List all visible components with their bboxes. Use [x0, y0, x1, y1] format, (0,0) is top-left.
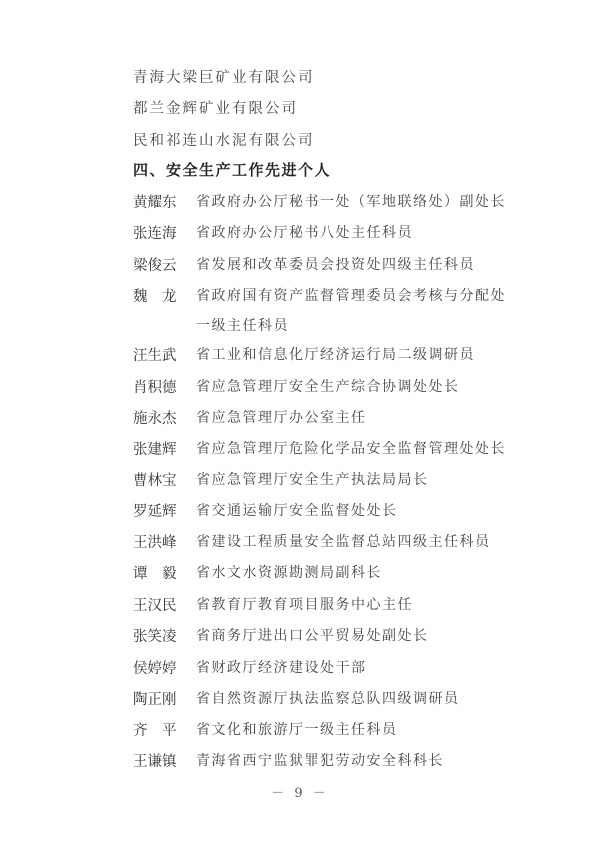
list-item: [133, 594, 553, 618]
list-item: [133, 438, 553, 462]
person-name: 张连海: [133, 226, 177, 242]
person-name: 汪生武: [133, 348, 177, 364]
person-title: 省应急管理厅安全生产执法局局长: [196, 472, 429, 488]
person-name: 侯婷婷: [133, 661, 177, 677]
company-name: 民和祁连山水泥有限公司: [133, 133, 315, 149]
person-title: 省政府办公厅秘书八处主任科员: [196, 225, 413, 241]
person-title: 省应急管理厅安全生产综合协调处处长: [196, 379, 460, 395]
person-name: 王谦镇: [133, 754, 177, 770]
person-name: 魏 龙: [133, 289, 177, 305]
company-name: 都兰金辉矿业有限公司: [133, 101, 298, 117]
list-item: [133, 500, 553, 524]
person-title-continued: 一级主任科员: [196, 318, 289, 334]
person-name: 张笑凌: [133, 629, 177, 645]
person-name: 陶正刚: [133, 692, 177, 708]
list-item: [133, 285, 553, 339]
company-name: 青海大梁巨矿业有限公司: [133, 70, 315, 86]
person-name: 张建辉: [133, 442, 177, 458]
person-title: 省发展和改革委员会投资处四级主任科员: [196, 257, 475, 273]
person-name: 王洪峰: [133, 535, 177, 551]
page-number: － 9 －: [271, 786, 329, 801]
person-title: 省工业和信息化厅经济运行局二级调研员: [196, 347, 475, 363]
person-title: 省文化和旅游厅一级主任科员: [196, 722, 398, 738]
person-title: 省政府办公厅秘书一处（军地联络处）副处长: [196, 194, 506, 210]
list-item: [133, 719, 553, 743]
person-title: 省应急管理厅办公室主任: [196, 410, 367, 426]
list-item: [133, 562, 553, 586]
person-name: 齐 平: [133, 723, 177, 739]
list-item: [133, 191, 553, 215]
person-title: 省应急管理厅危险化学品安全监督管理处处长: [196, 441, 506, 457]
list-item: [133, 625, 553, 649]
list-item: [133, 407, 553, 431]
list-item: [133, 750, 553, 774]
person-title: 省自然资源厅执法监察总队四级调研员: [196, 691, 460, 707]
list-item: [133, 657, 553, 681]
person-title: 省教育厅教育项目服务中心主任: [196, 597, 413, 613]
person-title: 省水文水资源勘测局副科长: [196, 565, 382, 581]
list-item: [133, 376, 553, 400]
person-title: 省财政厅经济建设处干部: [196, 660, 367, 676]
person-name: 谭 毅: [133, 566, 177, 582]
person-title: 省商务厅进出口公平贸易处副处长: [196, 628, 429, 644]
list-item: [133, 254, 553, 278]
person-title: 省交通运输厅安全监督处处长: [196, 503, 398, 519]
person-name: 肖积德: [133, 380, 177, 396]
person-title: 省政府国有资产监督管理委员会考核与分配处: [196, 288, 506, 304]
list-item: [133, 469, 553, 493]
person-name: 梁俊云: [133, 258, 177, 274]
person-title: 青海省西宁监狱罪犯劳动安全科科长: [196, 753, 444, 769]
person-name: 王汉民: [133, 598, 177, 614]
list-item: [133, 688, 553, 712]
person-name: 黄耀东: [133, 195, 177, 211]
list-item: [133, 344, 553, 368]
person-title: 省建设工程质量安全监督总站四级主任科员: [196, 534, 491, 550]
section-heading: 四、安全生产工作先进个人: [133, 161, 332, 179]
person-name: 曹林宝: [133, 473, 177, 489]
person-name: 罗延辉: [133, 504, 177, 520]
list-item: [133, 222, 553, 246]
list-item: [133, 531, 553, 555]
person-name: 施永杰: [133, 411, 177, 427]
